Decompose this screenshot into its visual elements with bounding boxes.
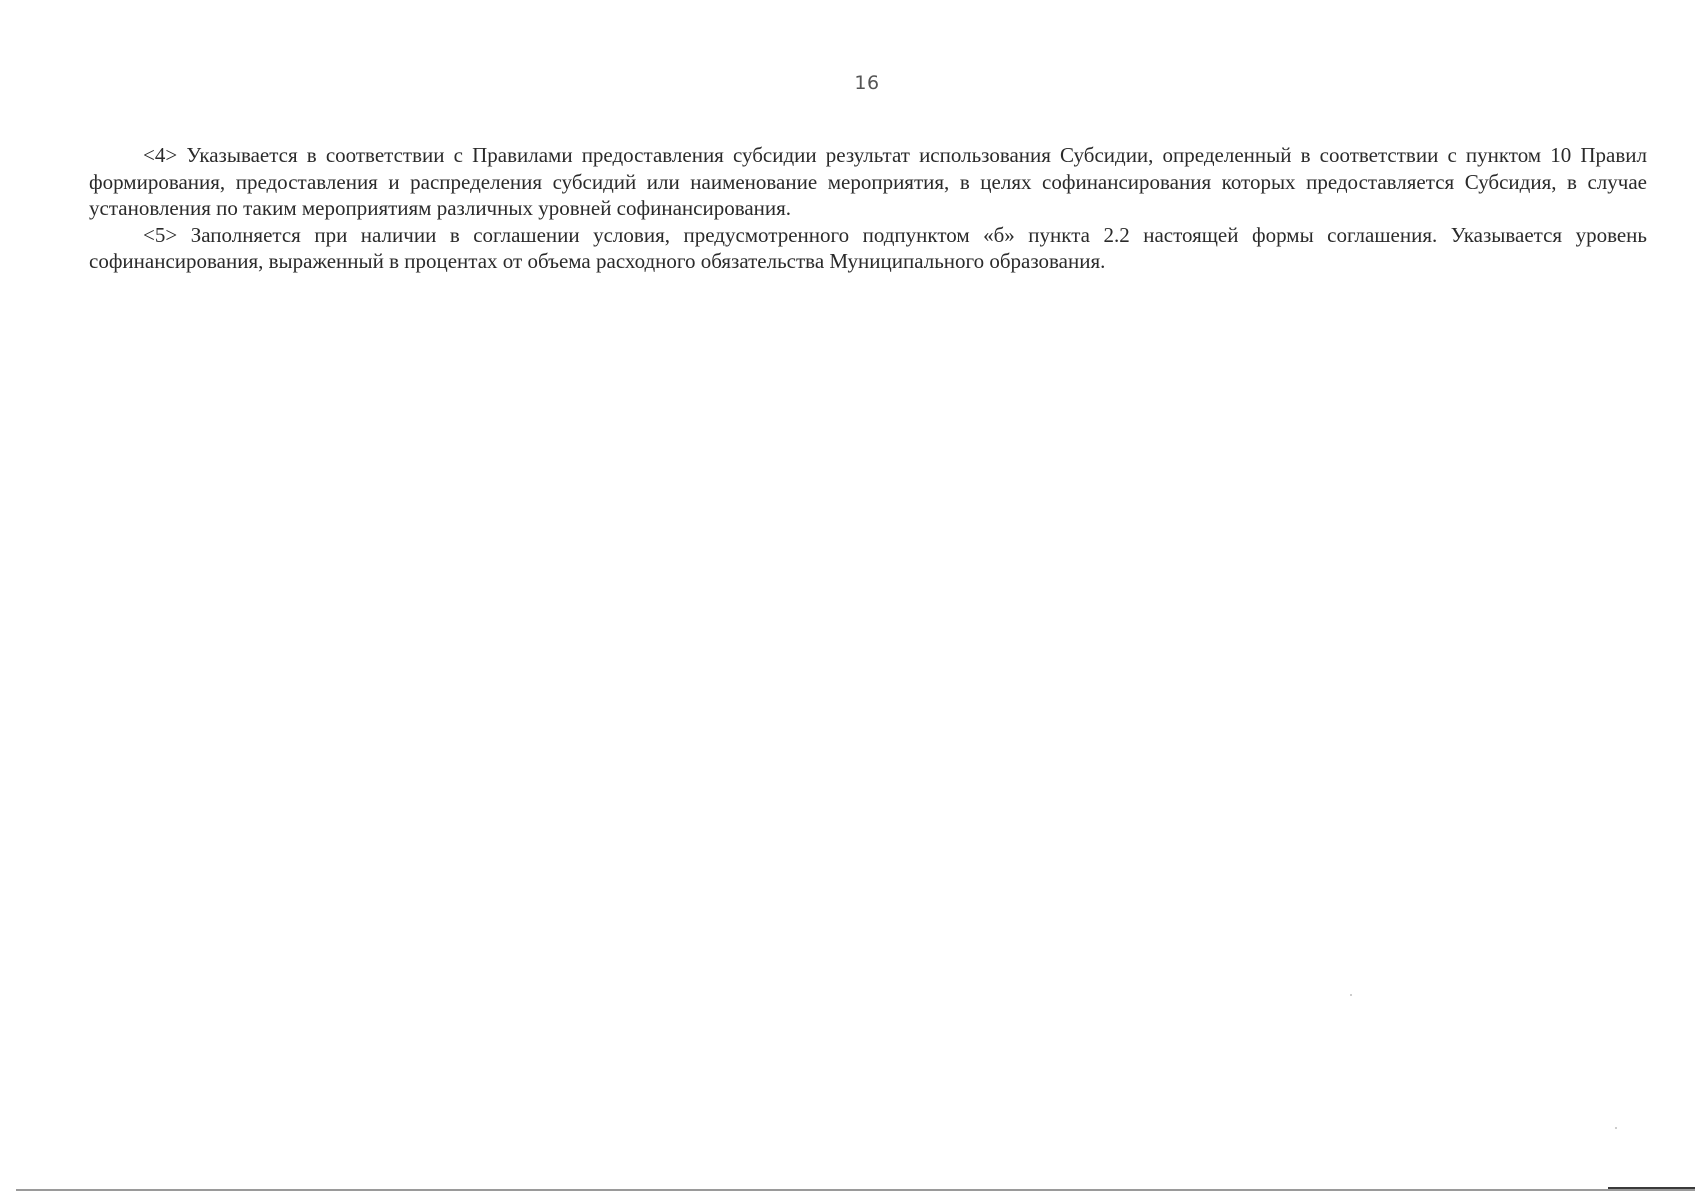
scan-bottom-edge-dark: [1608, 1187, 1695, 1189]
scan-bottom-edge: [16, 1189, 1695, 1191]
footnote-5: <5> Заполняется при наличии в соглашении условия, предусмотренного подпунктом «б» пункта 2.2 настоящей формы соглашения. Указывается уровень софинансирования, выраженный в процентах от объема расходного обязательства Муниципального образования.: [89, 222, 1647, 273]
footnotes-section: [89, 142, 1647, 275]
scan-speck: [1350, 994, 1352, 996]
scan-speck: [1615, 1127, 1617, 1129]
footnote-4: <4> Указывается в соответствии с Правилами предоставления субсидии результат использования Субсидии, определенный в соответствии с пунктом 10 Правил формирования, предоставления и распределения субсидий или наименование мероприятия, в целях софинансирования которых предоставляется Субсидия, в случае установления по таким мероприятиям различных уровней софинансирования.: [89, 143, 1647, 220]
page-number: 16: [854, 72, 880, 94]
